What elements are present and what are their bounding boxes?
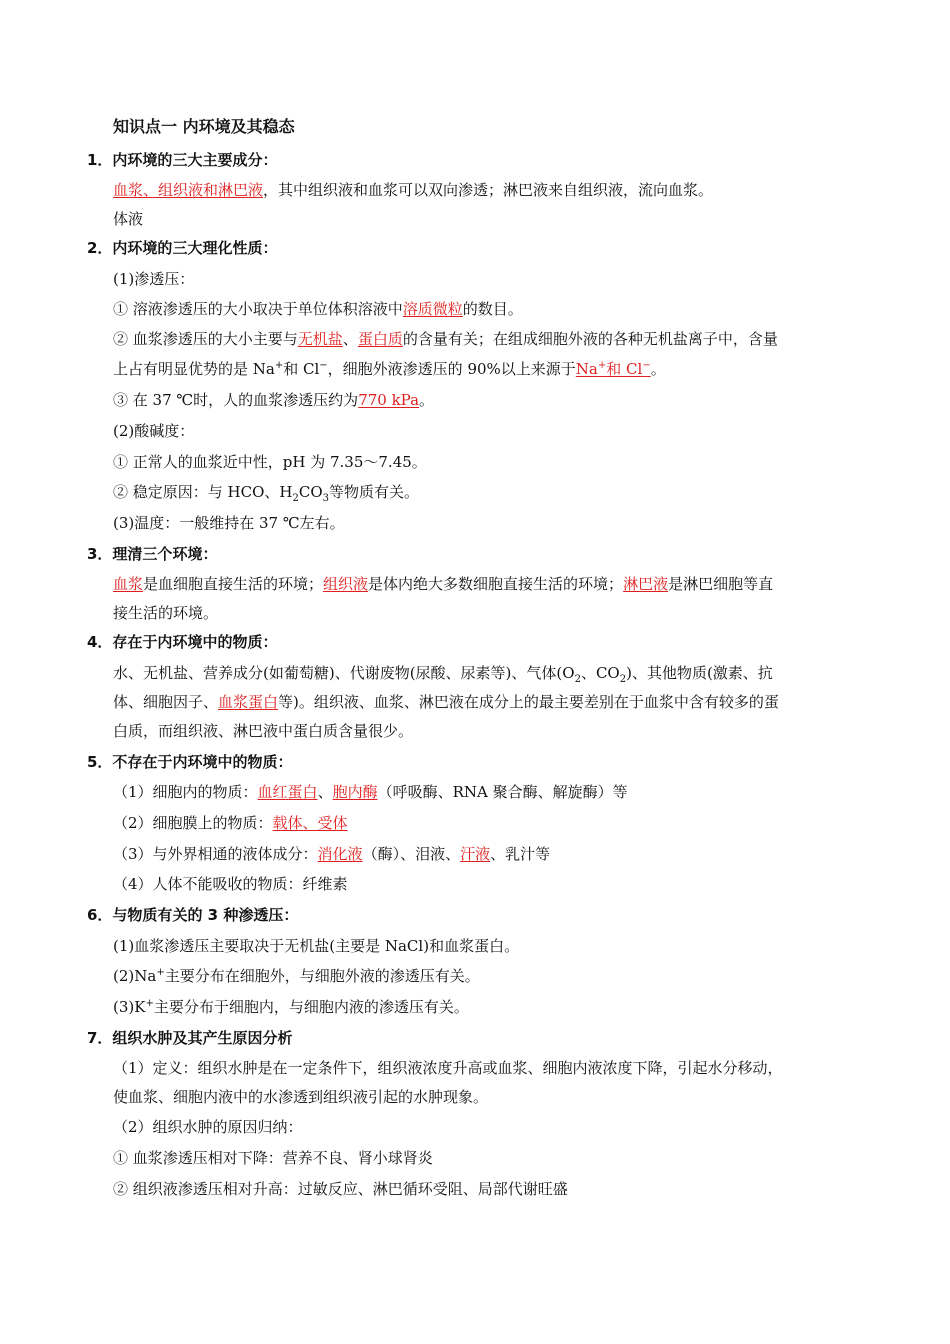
text-run: CO bbox=[298, 483, 323, 501]
text-run: 主要分布在细胞外，与细胞外液的渗透压有关。 bbox=[164, 967, 480, 985]
section-5-heading: 5．不存在于内环境中的物质： bbox=[87, 753, 293, 771]
section-2-line-7: ① 正常人的血浆近中性，pH 为 7.35～7.45。 bbox=[113, 453, 427, 471]
text-run: 上占有明显优势的是 Na bbox=[113, 360, 275, 378]
section-7-line-4: ① 血浆渗透压相对下降：营养不良、肾小球肾炎 bbox=[113, 1149, 433, 1167]
superscript: + bbox=[274, 360, 284, 371]
text-run: ② 血浆渗透压的大小主要与 bbox=[113, 330, 298, 348]
section-6-line-2 bbox=[113, 965, 480, 987]
section-2-line-1: (1)渗透压： bbox=[113, 270, 195, 288]
section-2-line-8 bbox=[113, 481, 419, 503]
text-run: 是体内绝大多数细胞直接生活的环境； bbox=[368, 575, 624, 593]
text-run: 。 bbox=[650, 360, 666, 378]
subscript: 2 bbox=[292, 493, 299, 504]
highlight-term: 溶质微粒 bbox=[402, 300, 463, 318]
subscript: 3 bbox=[322, 493, 330, 504]
text-run: ① 溶液渗透压的大小取决于单位体积溶液中 bbox=[113, 300, 403, 318]
section-4-line-2 bbox=[113, 691, 779, 713]
highlight-term: 770 kPa bbox=[358, 391, 420, 409]
superscript: − bbox=[319, 360, 328, 371]
text-run: 水、无机盐、营养成分(如葡萄糖)、代谢废物(尿酸、尿素等)、气体(O bbox=[113, 664, 575, 682]
page-title: 知识点一 内环境及其稳态 bbox=[113, 117, 295, 136]
highlight-term: 组织液 bbox=[323, 575, 369, 593]
section-2-line-4 bbox=[113, 358, 666, 380]
section-5-line-2 bbox=[113, 812, 348, 834]
section-3-line-2: 接生活的环境。 bbox=[113, 604, 219, 622]
section-6-line-3 bbox=[113, 996, 469, 1018]
section-6-line-1: (1)血浆渗透压主要取决于无机盐(主要是 NaCl)和血浆蛋白。 bbox=[113, 937, 520, 955]
text-run: （呼吸酶、RNA 聚合酶、解旋酶）等 bbox=[377, 783, 628, 801]
highlight-term: 血红蛋白 bbox=[257, 783, 318, 801]
text-run: (3)K bbox=[113, 998, 146, 1016]
highlight-term: 血浆蛋白 bbox=[218, 693, 279, 711]
highlight-term bbox=[576, 360, 651, 378]
superscript: + bbox=[145, 998, 154, 1009]
text-run: 和 Cl bbox=[606, 360, 643, 378]
text-run: （2）细胞膜上的物质： bbox=[113, 814, 273, 832]
section-7-line-3: （2）组织水肿的原因归纳： bbox=[113, 1118, 303, 1136]
text-run: （酶）、泪液、 bbox=[362, 845, 461, 863]
highlight-term: 无机盐 bbox=[297, 330, 343, 348]
text-run: 体、细胞因子、 bbox=[113, 693, 219, 711]
highlight-term: 血浆、组织液和淋巴液 bbox=[113, 181, 264, 199]
section-5-line-3 bbox=[113, 843, 550, 865]
superscript: + bbox=[156, 967, 165, 978]
section-2-heading: 2．内环境的三大理化性质： bbox=[87, 239, 278, 257]
section-4-line-3: 白质，而组织液、淋巴液中蛋白质含量很少。 bbox=[113, 722, 414, 740]
section-4-heading: 4．存在于内环境中的物质： bbox=[87, 633, 278, 651]
text-run: ② 稳定原因：与 HCO、H bbox=[113, 483, 293, 501]
text-run: 等)。组织液、血浆、淋巴液在成分上的最主要差别在于血浆中含有较多的蛋 bbox=[278, 693, 779, 711]
section-7-heading: 7．组织水肿及其产生原因分析 bbox=[87, 1029, 293, 1047]
text-run: Na bbox=[575, 360, 598, 378]
highlight-term: 汗液 bbox=[460, 845, 491, 863]
section-2-line-3 bbox=[113, 328, 778, 350]
superscript: + bbox=[597, 360, 607, 371]
text-run: (2)Na bbox=[113, 967, 157, 985]
section-2-line-2 bbox=[113, 298, 523, 320]
highlight-term: 淋巴液 bbox=[623, 575, 669, 593]
section-7-line-1: （1）定义：组织水肿是在一定条件下，组织液浓度升高或血浆、细胞内液浓度下降，引起水分移动， bbox=[113, 1059, 783, 1077]
section-6-heading: 6．与物质有关的 3 种渗透压： bbox=[87, 906, 299, 924]
section-5-line-1 bbox=[113, 781, 628, 803]
text-run: 主要分布于细胞内，与细胞内液的渗透压有关。 bbox=[153, 998, 469, 1016]
text-run: ③ 在 37 ℃时，人的血浆渗透压约为 bbox=[113, 391, 359, 409]
text-run: （3）与外界相通的液体成分： bbox=[113, 845, 318, 863]
text-run: 、乳汁等 bbox=[490, 845, 551, 863]
text-run: 是血细胞直接生活的环境； bbox=[143, 575, 324, 593]
section-5-line-4: （4）人体不能吸收的物质：纤维素 bbox=[113, 875, 348, 893]
section-4-line-1 bbox=[113, 662, 773, 684]
text-run: 。 bbox=[419, 391, 435, 409]
highlight-term: 蛋白质 bbox=[357, 330, 403, 348]
text-run: 和 Cl bbox=[283, 360, 320, 378]
text-run: 是淋巴细胞等直 bbox=[668, 575, 774, 593]
section-2-line-9: (3)温度：一般维持在 37 ℃左右。 bbox=[113, 514, 345, 532]
subscript: 2 bbox=[619, 674, 627, 685]
section-3-heading: 3．理清三个环境： bbox=[87, 545, 218, 563]
section-2-line-6: (2)酸碱度： bbox=[113, 422, 195, 440]
section-1-heading: 1．内环境的三大主要成分： bbox=[87, 151, 278, 169]
text-run: ，其中组织液和血浆可以双向渗透；淋巴液来自组织液，流向血浆。 bbox=[263, 181, 714, 199]
section-7-line-2: 使血浆、细胞内液中的水渗透到组织液引起的水肿现象。 bbox=[113, 1088, 489, 1106]
text-run: 、 bbox=[342, 330, 358, 348]
section-7-line-5: ② 组织液渗透压相对升高：过敏反应、淋巴循环受阻、局部代谢旺盛 bbox=[113, 1180, 568, 1198]
text-run: 、 bbox=[317, 783, 333, 801]
highlight-term: 胞内酶 bbox=[332, 783, 378, 801]
section-1-line-1 bbox=[113, 179, 713, 201]
section-2-line-5 bbox=[113, 389, 434, 411]
highlight-term: 消化液 bbox=[317, 845, 363, 863]
text-run: 等物质有关。 bbox=[329, 483, 420, 501]
subscript: 2 bbox=[574, 674, 581, 685]
text-run: （1）细胞内的物质： bbox=[113, 783, 258, 801]
section-1-line-2: 体液 bbox=[113, 210, 144, 228]
text-run: 的含量有关；在组成细胞外液的各种无机盐离子中，含量 bbox=[402, 330, 778, 348]
superscript: − bbox=[642, 360, 651, 371]
text-run: )、其他物质(激素、抗 bbox=[626, 664, 773, 682]
text-run: 的数目。 bbox=[462, 300, 523, 318]
section-3-line-1 bbox=[113, 573, 773, 595]
text-run: ，细胞外液渗透压的 90%以上来源于 bbox=[327, 360, 576, 378]
highlight-term: 载体、受体 bbox=[272, 814, 348, 832]
text-run: 、CO bbox=[580, 664, 620, 682]
highlight-term: 血浆 bbox=[113, 575, 144, 593]
